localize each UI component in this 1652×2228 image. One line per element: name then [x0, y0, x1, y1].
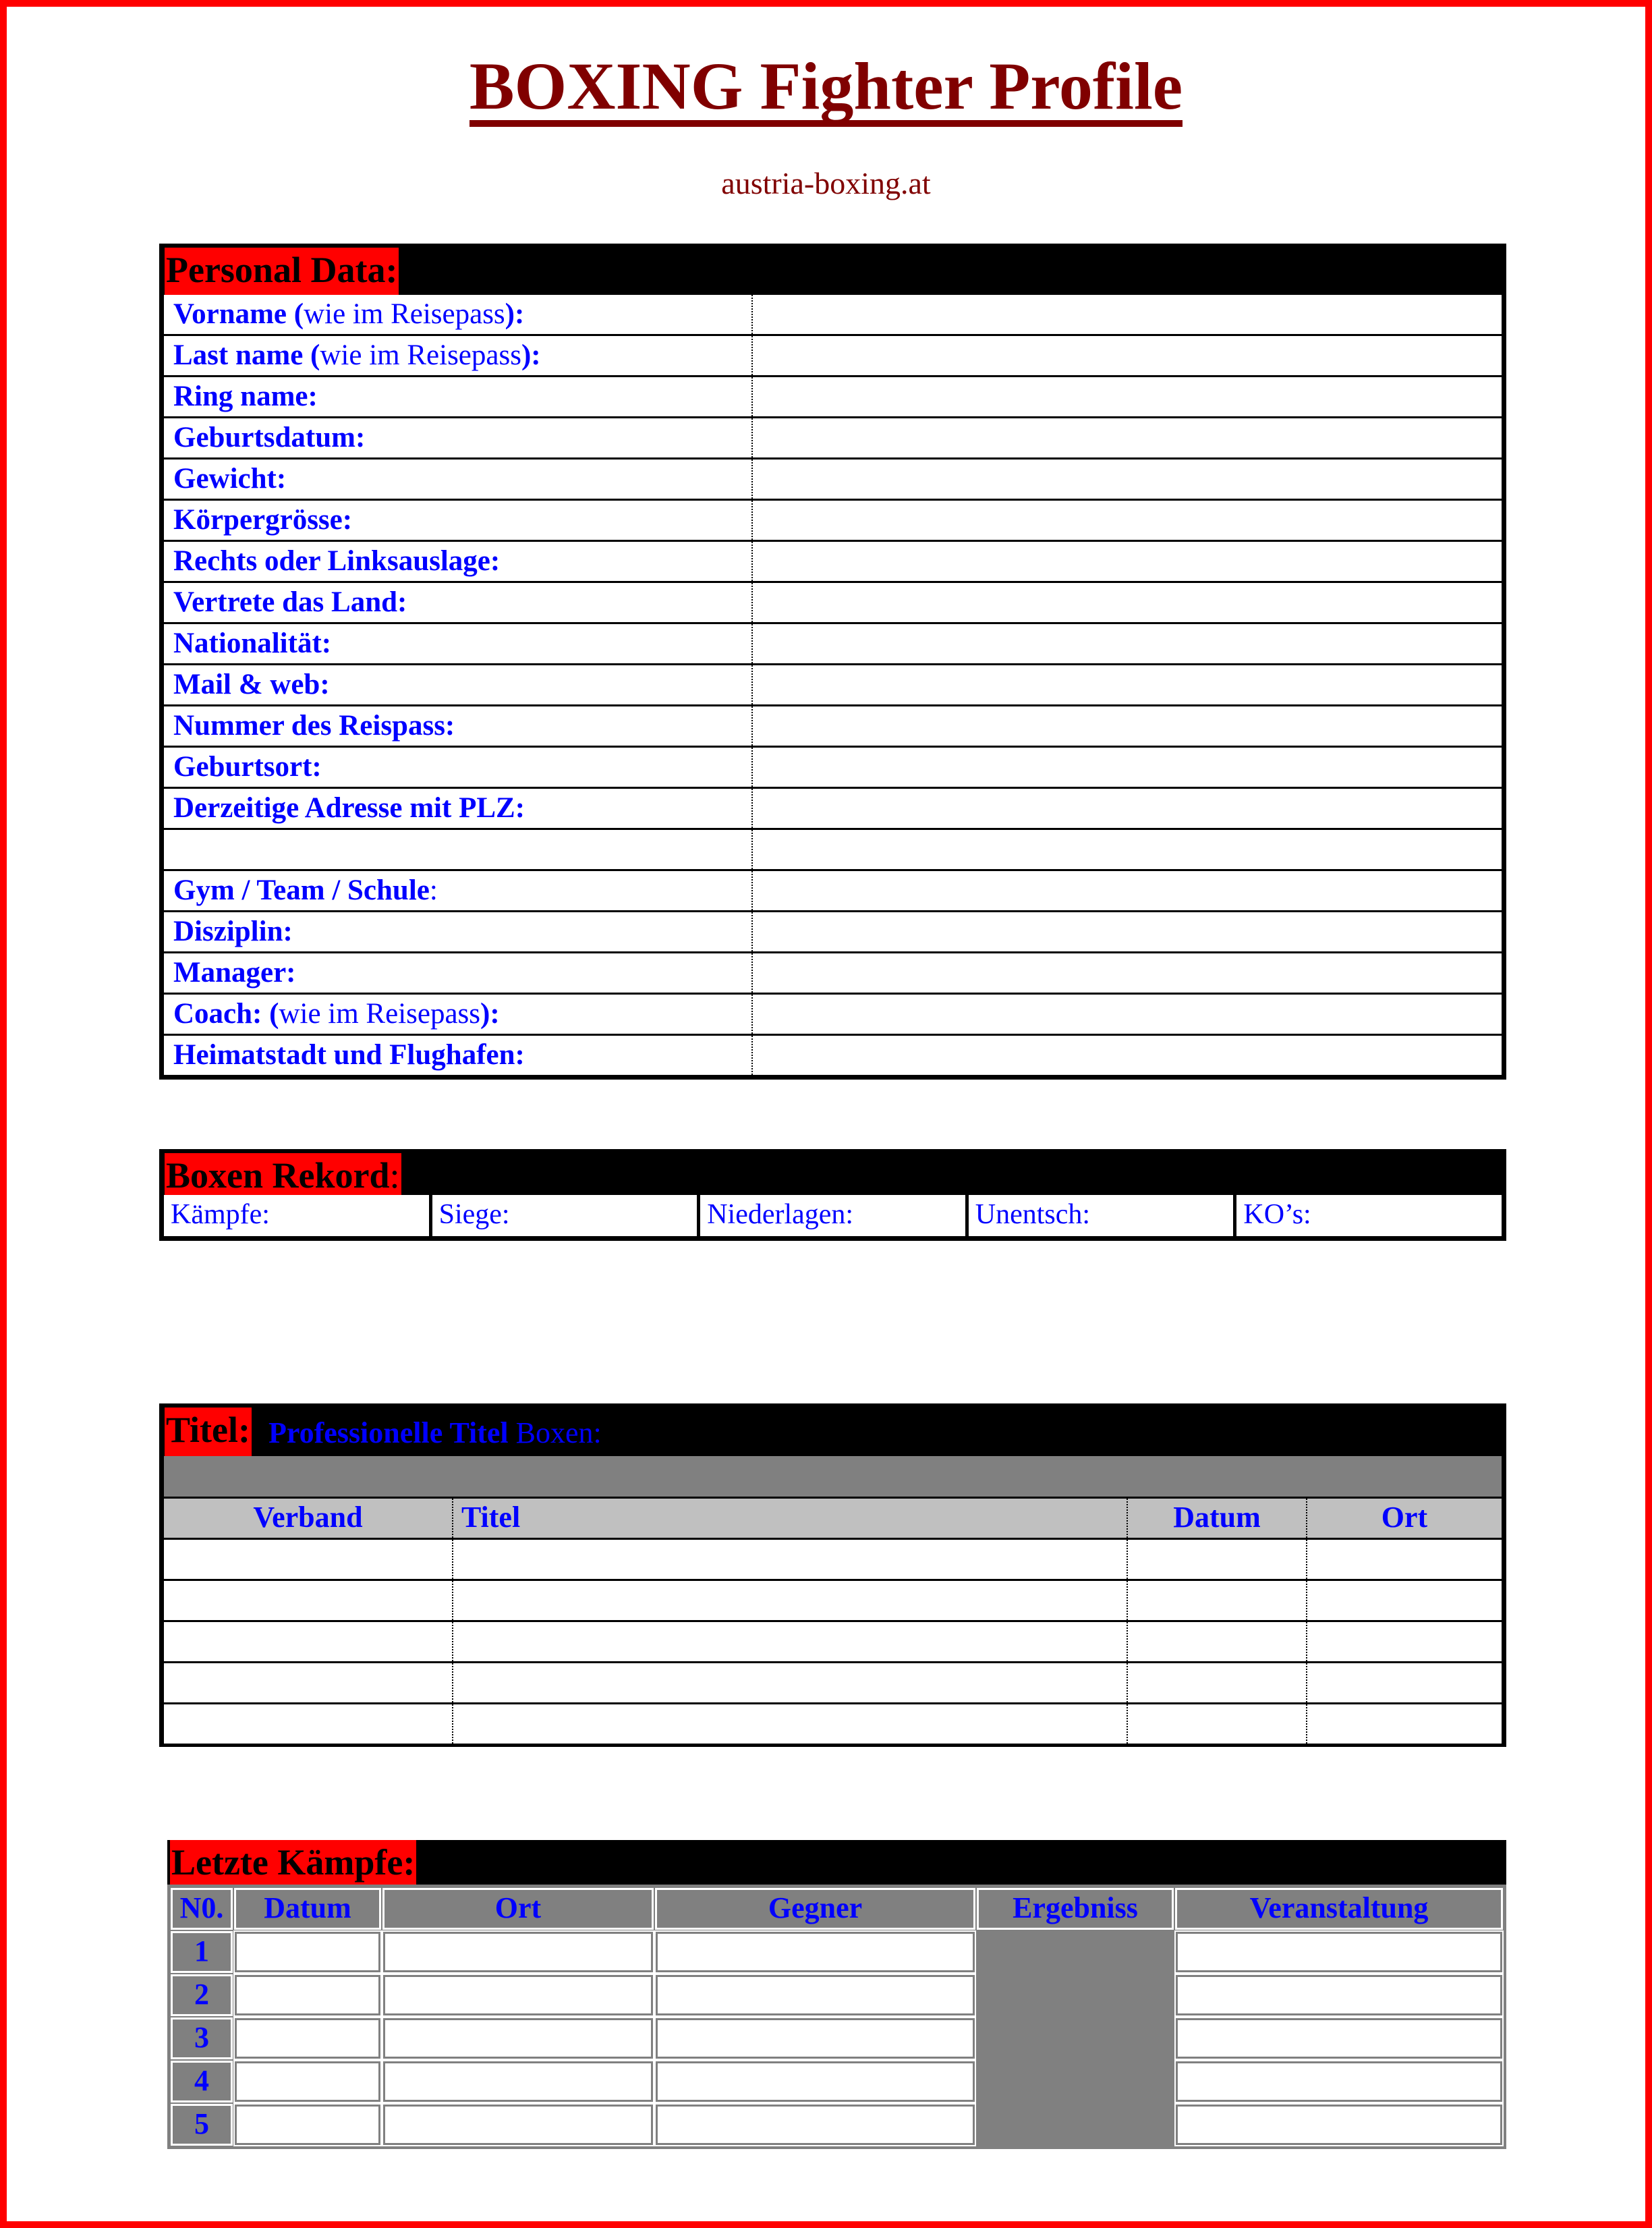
field-label-bold: Geburtsort:: [173, 751, 322, 783]
personal-data-row: [164, 499, 1502, 540]
fight-cell-input[interactable]: [1175, 2017, 1503, 2059]
field-label-bold: Mail & web:: [173, 669, 330, 700]
field-label: [164, 542, 753, 581]
field-value-input[interactable]: [753, 830, 1502, 869]
field-label: [164, 418, 753, 457]
titles-row: [164, 1579, 1502, 1620]
record-field-label: Unentsch:: [975, 1199, 1091, 1230]
field-value-input[interactable]: [753, 542, 1502, 581]
field-label-bold: Derzeitige Adresse mit PLZ:: [173, 792, 525, 824]
field-value-input[interactable]: [753, 336, 1502, 375]
fight-cell-input[interactable]: [382, 1931, 654, 1973]
personal-data-row: [164, 295, 1502, 334]
field-value-input[interactable]: [753, 583, 1502, 622]
field-value-input[interactable]: [753, 624, 1502, 663]
recent-fights-column-header: N0.: [171, 1888, 233, 1930]
recent-fights-header: [167, 1840, 1506, 1885]
personal-data-row: [164, 828, 1502, 869]
personal-data-row: [164, 951, 1502, 993]
field-label-bold: Vertrete das Land:: [173, 586, 407, 618]
titles-subheading-normal: Boxen:: [508, 1416, 602, 1449]
field-label-bold: Körpergrösse:: [173, 504, 353, 536]
field-label-bold: Nationalität:: [173, 628, 332, 659]
boxing-record-header: [159, 1149, 1506, 1195]
fight-cell-input[interactable]: [234, 1931, 381, 1973]
field-label-bold: Ring name:: [173, 381, 318, 412]
titles-cell-input[interactable]: [164, 1704, 453, 1744]
personal-data-row: [164, 993, 1502, 1034]
field-label-bold: Coach: (: [173, 998, 279, 1030]
fight-cell-input[interactable]: [234, 2104, 381, 2146]
field-label-bold: Manager:: [173, 957, 296, 988]
record-field[interactable]: [432, 1195, 701, 1236]
field-label: [164, 871, 753, 910]
fight-cell-input[interactable]: [655, 2104, 975, 2146]
fight-number: 3: [171, 2017, 233, 2059]
field-value-input[interactable]: [753, 789, 1502, 828]
field-label-note: :: [429, 874, 438, 906]
fight-cell-input[interactable]: [1175, 2061, 1503, 2102]
field-value-input[interactable]: [753, 871, 1502, 910]
fight-cell-input[interactable]: [1175, 2104, 1503, 2146]
titles-cell-input[interactable]: [453, 1704, 1128, 1744]
personal-data-row: [164, 910, 1502, 951]
titles-cell-input[interactable]: [164, 1663, 453, 1702]
field-label: [164, 665, 753, 704]
field-label-bold: Disziplin:: [173, 916, 293, 947]
titles-cell-input[interactable]: [453, 1581, 1128, 1620]
titles-header-row: [164, 1497, 1502, 1538]
page-title: BOXING Fighter Profile: [469, 53, 1183, 127]
field-value-input[interactable]: [753, 295, 1502, 334]
personal-data-row: [164, 457, 1502, 499]
personal-data-row: [164, 787, 1502, 828]
field-value-input[interactable]: [753, 418, 1502, 457]
titles-row: [164, 1620, 1502, 1661]
field-label-bold: Rechts oder Linksauslage:: [173, 545, 501, 577]
field-label: [164, 953, 753, 993]
field-label: [164, 501, 753, 540]
fight-cell-input[interactable]: [382, 1974, 654, 2016]
record-field[interactable]: [164, 1195, 432, 1236]
fight-number: 1: [171, 1931, 233, 1973]
field-label: [164, 1036, 753, 1075]
titles-subheading: [268, 1416, 602, 1450]
boxing-record-heading-text: Boxen Rekord: [166, 1155, 390, 1196]
titles-cell-input[interactable]: [164, 1581, 453, 1620]
fight-result-input[interactable]: [977, 2104, 1174, 2146]
fight-cell-input[interactable]: [655, 1974, 975, 2016]
titles-cell-input[interactable]: [1128, 1704, 1307, 1744]
personal-data-heading: Personal Data:: [165, 248, 399, 295]
personal-data-table: [159, 295, 1506, 1080]
titles-cell-input[interactable]: [453, 1540, 1128, 1579]
titles-column-header: Verband: [164, 1499, 453, 1538]
recent-fights-row: [170, 1974, 1504, 2017]
field-label-bold: Geburtsdatum:: [173, 422, 366, 453]
record-field-label: Kämpfe:: [171, 1199, 270, 1230]
titles-cell-input[interactable]: [1307, 1663, 1502, 1702]
field-value-input[interactable]: [753, 459, 1502, 499]
field-label-tail: ):: [480, 998, 500, 1030]
field-value-input[interactable]: [753, 501, 1502, 540]
field-value-input[interactable]: [753, 995, 1502, 1034]
field-label: [164, 377, 753, 416]
field-label-bold: Gewicht:: [173, 463, 287, 495]
personal-data-row: [164, 334, 1502, 375]
field-label-note: wie im Reisepass: [279, 998, 481, 1030]
personal-data-row: [164, 1034, 1502, 1075]
recent-fights-column-header: Ergebniss: [977, 1888, 1174, 1930]
field-label-note: wie im Reisepass: [304, 298, 505, 330]
field-label-bold: Nummer des Reispass:: [173, 710, 455, 742]
titles-cell-input[interactable]: [1307, 1622, 1502, 1661]
personal-data-row: [164, 746, 1502, 787]
titles-heading: Titel:: [165, 1408, 252, 1456]
titles-column-header: Ort: [1381, 1501, 1428, 1534]
record-field[interactable]: [1236, 1195, 1502, 1236]
recent-fights-column-header: Datum: [234, 1888, 381, 1930]
field-label-tail: ):: [521, 339, 541, 371]
titles-cell-input[interactable]: [1128, 1540, 1307, 1579]
titles-subheading-bold: Professionelle Titel: [268, 1416, 509, 1449]
titles-header: [159, 1403, 1506, 1456]
personal-data-row: [164, 416, 1502, 457]
fight-cell-input[interactable]: [382, 2104, 654, 2146]
recent-fights-table: [167, 1885, 1506, 2149]
field-label: [164, 295, 753, 334]
field-label-bold: Last name (: [173, 339, 320, 371]
titles-cell-input[interactable]: [1307, 1581, 1502, 1620]
titles-table: [159, 1456, 1506, 1747]
page-title-wrap: [0, 49, 1652, 127]
fight-cell-input[interactable]: [655, 2061, 975, 2102]
boxing-record-heading: [165, 1153, 401, 1195]
field-value-input[interactable]: [753, 665, 1502, 704]
titles-row: [164, 1702, 1502, 1744]
field-value-input[interactable]: [753, 377, 1502, 416]
field-label: [164, 583, 753, 622]
personal-data-header: [159, 244, 1506, 295]
field-label: [164, 830, 753, 869]
fight-cell-input[interactable]: [382, 2061, 654, 2102]
field-label: [164, 912, 753, 951]
record-field-label: Siege:: [438, 1199, 510, 1230]
fight-cell-input[interactable]: [234, 1974, 381, 2016]
titles-cell-input[interactable]: [1307, 1704, 1502, 1744]
titles-gray-band: [164, 1456, 1502, 1497]
titles-cell-input[interactable]: [164, 1540, 453, 1579]
fight-cell-input[interactable]: [382, 2017, 654, 2059]
field-label: [164, 706, 753, 746]
field-value-input[interactable]: [753, 706, 1502, 746]
field-value-input[interactable]: [753, 1036, 1502, 1075]
recent-fights-column-header: Veranstaltung: [1175, 1888, 1503, 1930]
field-value-input[interactable]: [753, 953, 1502, 993]
fight-cell-input[interactable]: [1175, 1974, 1503, 2016]
recent-fights-row: [170, 2060, 1504, 2103]
record-field[interactable]: [700, 1195, 969, 1236]
titles-cell-input[interactable]: [1128, 1581, 1307, 1620]
website-subtitle: austria-boxing.at: [721, 166, 931, 200]
personal-data-row: [164, 581, 1502, 622]
personal-data-row: [164, 540, 1502, 581]
boxing-record-heading-colon: :: [389, 1155, 400, 1196]
field-label-tail: ):: [505, 298, 525, 330]
fight-number: 2: [171, 1974, 233, 2016]
titles-cell-input[interactable]: [1307, 1540, 1502, 1579]
titles-cell-input[interactable]: [453, 1622, 1128, 1661]
field-label-bold: Gym / Team / Schule: [173, 874, 430, 906]
field-label: [164, 789, 753, 828]
personal-data-row: [164, 375, 1502, 416]
field-label: [164, 624, 753, 663]
fight-cell-input[interactable]: [1175, 1931, 1503, 1973]
fight-number: 4: [171, 2061, 233, 2102]
record-field-label: Niederlagen:: [707, 1199, 854, 1230]
personal-data-row: [164, 869, 1502, 910]
personal-data-row: [164, 622, 1502, 663]
recent-fights-row: [170, 1930, 1504, 1974]
field-label-bold: Heimatstadt und Flughafen:: [173, 1039, 525, 1071]
field-label: [164, 748, 753, 787]
personal-data-row: [164, 704, 1502, 746]
fight-result-input[interactable]: [977, 2061, 1174, 2102]
boxing-record-row: [159, 1195, 1506, 1241]
recent-fights-header-row: [170, 1887, 1504, 1930]
field-value-input[interactable]: [753, 748, 1502, 787]
fight-result-input[interactable]: [977, 1974, 1174, 2016]
recent-fights-row: [170, 2103, 1504, 2146]
field-label: [164, 459, 753, 499]
field-label-bold: Vorname (: [173, 298, 304, 330]
fight-cell-input[interactable]: [655, 2017, 975, 2059]
field-value-input[interactable]: [753, 912, 1502, 951]
recent-fights-row: [170, 2017, 1504, 2060]
record-field[interactable]: [969, 1195, 1237, 1236]
titles-row: [164, 1538, 1502, 1579]
titles-column-header: Titel: [453, 1499, 1128, 1538]
fight-result-input[interactable]: [977, 2017, 1174, 2059]
fight-cell-input[interactable]: [655, 1931, 975, 1973]
field-label-note: wie im Reisepass: [320, 339, 521, 371]
titles-cell-input[interactable]: [164, 1622, 453, 1661]
personal-data-row: [164, 663, 1502, 704]
titles-row: [164, 1661, 1502, 1702]
fight-cell-input[interactable]: [234, 2061, 381, 2102]
fight-result-input[interactable]: [977, 1931, 1174, 1973]
titles-cell-input[interactable]: [1128, 1622, 1307, 1661]
recent-fights-column-header: Gegner: [655, 1888, 975, 1930]
record-field-label: KO’s:: [1243, 1199, 1311, 1230]
recent-fights-heading: Letzte Kämpfe:: [170, 1840, 416, 1885]
titles-cell-input[interactable]: [453, 1663, 1128, 1702]
titles-cell-input[interactable]: [1128, 1663, 1307, 1702]
fight-number: 5: [171, 2104, 233, 2146]
field-label: [164, 995, 753, 1034]
field-label: [164, 336, 753, 375]
recent-fights-column-header: Ort: [382, 1888, 654, 1930]
fight-cell-input[interactable]: [234, 2017, 381, 2059]
titles-column-header: Datum: [1128, 1499, 1307, 1538]
